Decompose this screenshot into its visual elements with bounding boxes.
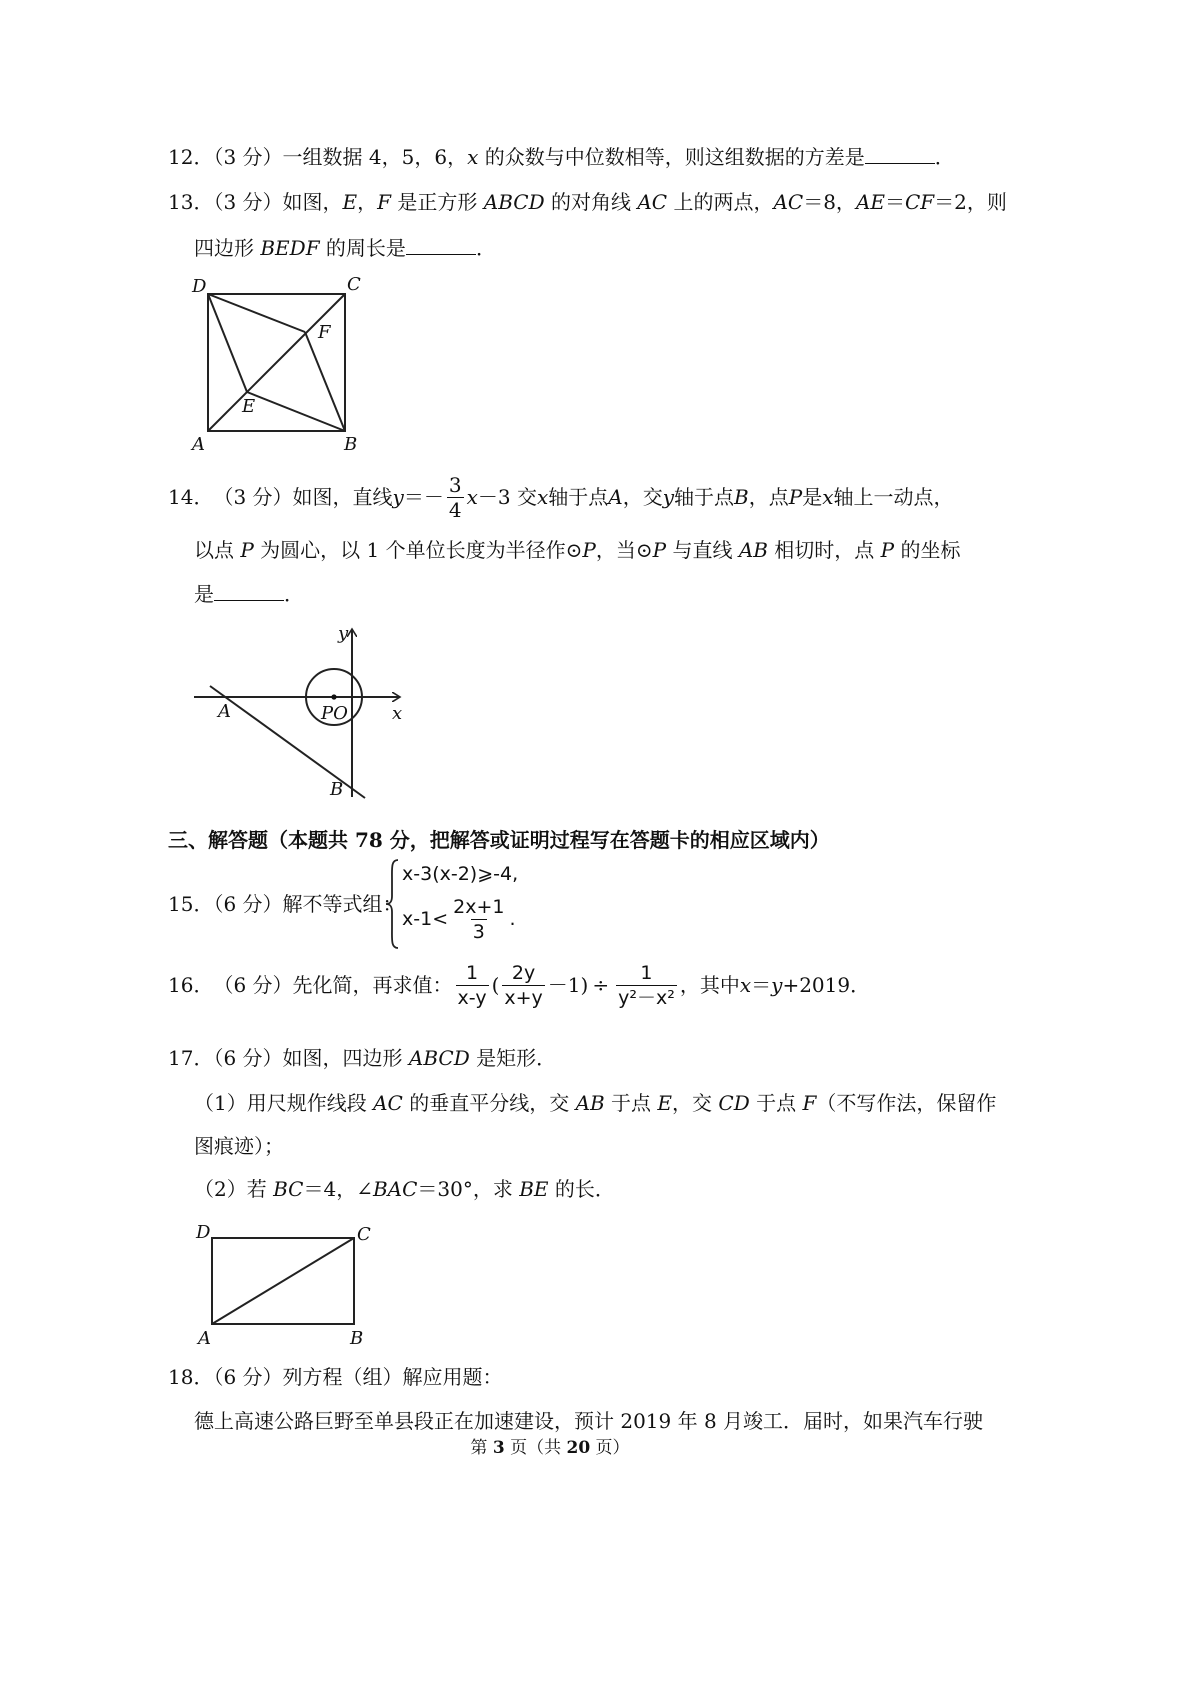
var: x xyxy=(536,485,549,509)
question-text: 列方程（组）解应用题： xyxy=(282,1365,503,1389)
question-text: ＝2，则 xyxy=(934,190,1007,214)
question-text: ＝30°，求 xyxy=(417,1177,520,1201)
paren: ( xyxy=(491,973,500,997)
var: y xyxy=(392,485,404,509)
var: CD xyxy=(718,1091,750,1115)
label-b: B xyxy=(350,1328,364,1348)
question-score: （6 分） xyxy=(213,1365,283,1389)
question-text: 是 xyxy=(194,582,214,606)
denominator: x+y xyxy=(504,986,543,1009)
var: ABCD xyxy=(408,1046,470,1070)
question-text: 的长． xyxy=(548,1177,615,1201)
var: P xyxy=(788,485,803,509)
var: AC xyxy=(637,190,668,214)
label-b: B xyxy=(330,779,344,800)
question-score: （6 分） xyxy=(213,973,293,997)
label-c: C xyxy=(357,1224,371,1245)
inequality-1: x-3(x-2)⩾-4, xyxy=(402,863,519,885)
question-text: 一组数据 4，5，6， xyxy=(282,145,468,169)
question-number: 18． xyxy=(168,1365,214,1389)
question-score: （3 分） xyxy=(213,485,293,509)
question-score: （6 分） xyxy=(213,1046,283,1070)
question-text: ＝4，∠ xyxy=(303,1177,373,1201)
question-text: （1）用尺规作线段 xyxy=(194,1091,374,1115)
label-b: B xyxy=(344,434,358,455)
figure-square-abcd xyxy=(190,270,380,460)
numerator: 1 xyxy=(640,961,653,984)
point-p xyxy=(331,694,336,699)
question-number: 14． xyxy=(168,485,214,509)
question-number: 12． xyxy=(168,145,214,169)
period: ． xyxy=(934,145,955,169)
math-text: ÷ xyxy=(592,973,610,997)
var: P xyxy=(880,538,895,562)
paren: ) xyxy=(580,973,589,997)
math-text: . xyxy=(509,908,516,930)
question-score: （3 分） xyxy=(213,145,283,169)
var: E xyxy=(657,1091,673,1115)
label-d: D xyxy=(196,1222,211,1243)
question-text: 的众数与中位数相等，则这组数据的方差是 xyxy=(478,145,865,169)
question-score: （6 分） xyxy=(213,892,283,916)
figure-line-circle xyxy=(190,615,420,805)
question-text: 是正方形 xyxy=(391,190,484,214)
var: CF xyxy=(904,190,935,214)
var: AB xyxy=(575,1091,605,1115)
section-heading: 三、解答题（本题共 78 分，把解答或证明过程写在答题卡的相应区域内） xyxy=(168,828,830,852)
question-text: 解不等式组： xyxy=(282,892,403,916)
question-text: ＝ xyxy=(884,190,905,214)
question-text: 于点 xyxy=(749,1091,803,1115)
var: P xyxy=(652,538,667,562)
segment-df xyxy=(208,294,305,332)
fraction-3 xyxy=(616,961,677,1010)
question-score: （3 分） xyxy=(213,190,283,214)
footer-text: 第 xyxy=(470,1438,493,1458)
footer-text: 页（共 xyxy=(504,1438,567,1458)
inequality-2 xyxy=(402,892,516,946)
question-text: +2019． xyxy=(782,973,871,997)
var: B xyxy=(734,485,749,509)
question-text: 的对角线 xyxy=(544,190,638,214)
label-y: y xyxy=(338,623,349,644)
var: y xyxy=(771,973,783,997)
question-text: 四边形 xyxy=(194,236,261,260)
question-17-part1-line2: 图痕迹）； xyxy=(194,1134,284,1158)
question-text: ＝8， xyxy=(803,190,856,214)
label-d: D xyxy=(192,276,207,297)
fraction-1 xyxy=(456,961,489,1010)
question-text: ， xyxy=(357,190,378,214)
segment-fb xyxy=(305,332,345,431)
page-number: 3 xyxy=(492,1438,505,1458)
question-17-part2 xyxy=(194,1177,615,1201)
question-text: 的垂直平分线，交 xyxy=(402,1091,576,1115)
numerator: 3 xyxy=(448,472,462,497)
label-a: A xyxy=(192,434,205,455)
question-17 xyxy=(168,1046,556,1070)
question-text: ＝－ xyxy=(403,485,444,509)
question-text: 相切时，点 xyxy=(767,538,881,562)
var: E xyxy=(342,190,358,214)
question-text: 的坐标 xyxy=(894,538,961,562)
var: F xyxy=(802,1091,817,1115)
question-text: ，当⊙ xyxy=(595,538,653,562)
var: ABCD xyxy=(483,190,545,214)
math-text: －1 xyxy=(547,973,581,997)
question-text: 于点 xyxy=(604,1091,658,1115)
figure-rectangle-abcd xyxy=(190,1218,390,1348)
footer-text: 页） xyxy=(590,1438,630,1458)
page-footer xyxy=(0,1436,1100,1460)
question-14-line3 xyxy=(194,582,304,606)
question-text: 以点 xyxy=(194,538,241,562)
fraction-3-4 xyxy=(447,473,464,522)
question-number: 16． xyxy=(168,973,214,997)
question-text: 与直线 xyxy=(666,538,739,562)
denominator: y²－x² xyxy=(618,986,675,1009)
question-18-body: 德上高速公路巨野至单县段正在加速建设，预计 2019 年 8 月竣工．届时，如果汽车行驶 xyxy=(194,1409,984,1433)
var: BEDF xyxy=(260,236,320,260)
question-13 xyxy=(168,190,1007,214)
denominator: 4 xyxy=(448,497,462,522)
question-text: 轴上一动点， xyxy=(833,485,954,509)
fraction xyxy=(451,895,506,944)
question-text: ，交 xyxy=(622,485,663,509)
var: AC xyxy=(373,1091,403,1115)
var: x xyxy=(466,485,478,509)
var: AC xyxy=(773,190,804,214)
page-total: 20 xyxy=(566,1438,591,1458)
label-f: F xyxy=(318,322,331,343)
question-text: ，点 xyxy=(748,485,789,509)
question-number: 15． xyxy=(168,892,214,916)
question-text: 轴于点 xyxy=(674,485,735,509)
question-13-line2 xyxy=(194,236,496,260)
question-text: 如图，四边形 xyxy=(282,1046,409,1070)
var: BE xyxy=(519,1177,549,1201)
numerator: 2x+1 xyxy=(453,895,505,918)
denominator: 3 xyxy=(472,920,485,943)
var: F xyxy=(377,190,392,214)
diagonal-ac xyxy=(208,294,345,431)
var: AB xyxy=(738,538,768,562)
question-text: 先化简，再求值： xyxy=(292,973,453,997)
answer-blank xyxy=(406,254,476,255)
question-number: 17． xyxy=(168,1046,214,1070)
question-12 xyxy=(168,145,955,169)
numerator: 1 xyxy=(466,961,479,984)
question-14-line2 xyxy=(194,538,961,562)
denominator: x-y xyxy=(457,986,487,1009)
question-text: 是 xyxy=(802,485,823,509)
question-text: ，其中 xyxy=(679,973,740,997)
var: BAC xyxy=(372,1177,418,1201)
question-text: 轴于点 xyxy=(548,485,609,509)
math-text: x-1< xyxy=(402,908,449,930)
question-text: 为圆心，以 1 个单位长度为半径作⊙ xyxy=(253,538,583,562)
question-text: 是矩形． xyxy=(469,1046,557,1070)
question-number: 13． xyxy=(168,190,214,214)
question-text: ，交 xyxy=(672,1091,719,1115)
question-text: －3 交 xyxy=(477,485,537,509)
question-text: （2）若 xyxy=(194,1177,274,1201)
period: ． xyxy=(475,236,496,260)
var: y xyxy=(662,485,675,509)
question-17-part1 xyxy=(194,1091,996,1115)
var: P xyxy=(582,538,596,562)
question-text: （不写作法，保留作 xyxy=(816,1091,997,1115)
var: A xyxy=(608,485,623,509)
var: BC xyxy=(273,1177,304,1201)
label-po: PO xyxy=(321,703,348,724)
question-text: ＝ xyxy=(751,973,772,997)
question-15 xyxy=(168,892,403,916)
variable-x: x xyxy=(467,145,479,169)
label-a: A xyxy=(198,1328,211,1348)
var: AE xyxy=(855,190,885,214)
numerator: 2y xyxy=(511,961,536,984)
diagonal-ac xyxy=(212,1238,354,1324)
var: P xyxy=(240,538,254,562)
segment-de xyxy=(208,294,247,392)
question-text: 上的两点， xyxy=(667,190,774,214)
fraction-2 xyxy=(502,961,544,1010)
answer-blank xyxy=(865,163,935,164)
label-c: C xyxy=(347,274,361,295)
question-14 xyxy=(168,470,953,524)
label-x: x xyxy=(392,703,403,724)
question-text: 如图， xyxy=(282,190,343,214)
question-18 xyxy=(168,1365,503,1389)
label-a: A xyxy=(218,701,231,722)
period: ． xyxy=(284,582,304,606)
question-text: 的周长是 xyxy=(319,236,406,260)
question-16 xyxy=(168,958,870,1012)
question-text: 如图，直线 xyxy=(292,485,393,509)
label-e: E xyxy=(242,396,256,417)
var: x xyxy=(822,485,834,509)
system-brace xyxy=(384,858,400,950)
var: x xyxy=(739,973,752,997)
segment-eb xyxy=(247,392,345,431)
answer-blank xyxy=(214,600,284,601)
